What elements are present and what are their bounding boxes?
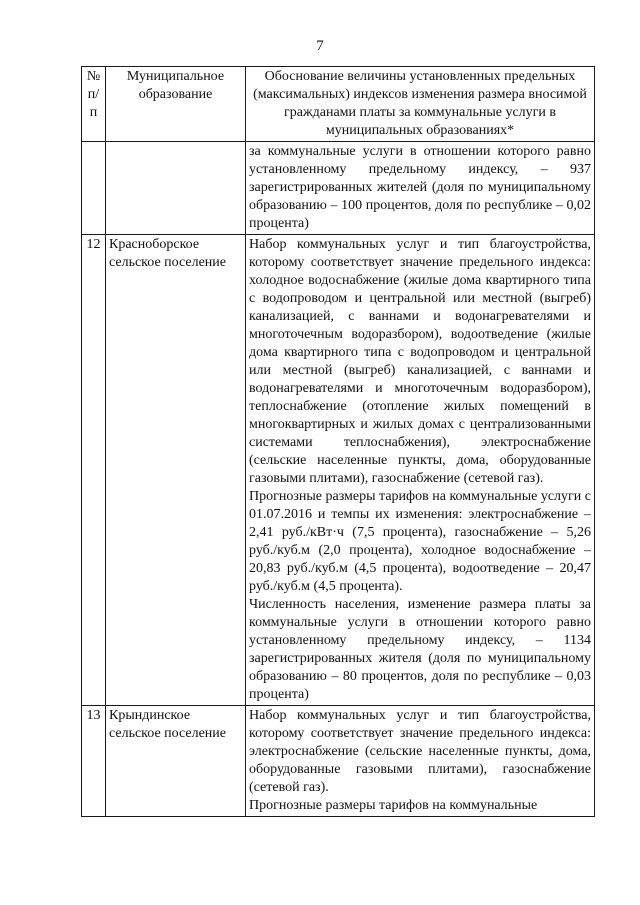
- header-municipality: Муниципальное образование: [106, 67, 246, 142]
- header-justification: Обоснование величины установленных предельных (максимальных) индексов изменения размера вносимой гражданами платы за коммунальные услуги в муниципальных образованиях*: [246, 67, 595, 142]
- table-header-row: [82, 67, 595, 142]
- row-justification: [246, 706, 595, 817]
- row-justification: [246, 142, 595, 235]
- justification-paragraph: Набор коммунальных услуг и тип благоустройства, которому соответствует значение предельного индекса: электроснабжение (сельские населенные пункты, дома, оборудованные газовыми плитами), газоснабжение (сетевой газ).: [249, 708, 591, 795]
- justification-paragraph: Прогнозные размеры тарифов на коммунальные: [249, 798, 538, 813]
- table-row: [82, 235, 595, 706]
- justification-paragraph: за коммунальные услуги в отношении которого равно установленному предельному индексу, – 937 зарегистрированных жителей (доля по муниципальному образованию – 100 процентов, доля по республике – 0,02 процента): [249, 144, 591, 231]
- row-number: 13: [82, 706, 106, 817]
- table-row: [82, 142, 595, 235]
- table-row: [82, 706, 595, 817]
- row-justification: [246, 235, 595, 706]
- page-number: 7: [316, 38, 324, 54]
- row-municipality: Красноборское сельское поселение: [106, 235, 246, 706]
- header-number: № п/п: [82, 67, 106, 142]
- justification-paragraph: Прогнозные размеры тарифов на коммунальные услуги с 01.07.2016 и темпы их изменения: электроснабжение – 2,41 руб./кВт·ч (7,5 процента), газоснабжение – 5,26 руб./куб.м (2,0 процента), холодное водоснабжение – 20,83 руб./куб.м (4,5 процента), водоотведение – 20,47 руб./куб.м (4,5 процента).: [249, 489, 591, 594]
- justification-paragraph: Набор коммунальных услуг и тип благоустройства, которому соответствует значение предельного индекса: холодное водоснабжение (жилые дома квартирного типа с водопроводом и центральной или местной (выгреб) канализацией, с ваннами и водонагревателями и многоточечным водоразбором), водоотведение (жилые дома квартирного типа с водопроводом и центральной или местной (выгреб) канализацией, с ваннами и водонагревателями и многоточечным водоразбором), теплоснабжение (отопление жилых помещений в многоквартирных и жилых домах с централизованными системами теплоснабжения), электроснабжение (сельские населенные пункты, дома, оборудованные газовыми плитами), газоснабжение (сетевой газ).: [249, 237, 591, 486]
- row-municipality: Крындинское сельское поселение: [106, 706, 246, 817]
- tariff-table: [81, 66, 595, 817]
- justification-paragraph: Численность населения, изменение размера платы за коммунальные услуги в отношении которого равно установленному предельному индексу, – 1134 зарегистрированных жителя (доля по муниципальному образованию – 80 процентов, доля по республике – 0,03 процента): [249, 597, 591, 702]
- row-municipality: [106, 142, 246, 235]
- row-number: 12: [82, 235, 106, 706]
- row-number: [82, 142, 106, 235]
